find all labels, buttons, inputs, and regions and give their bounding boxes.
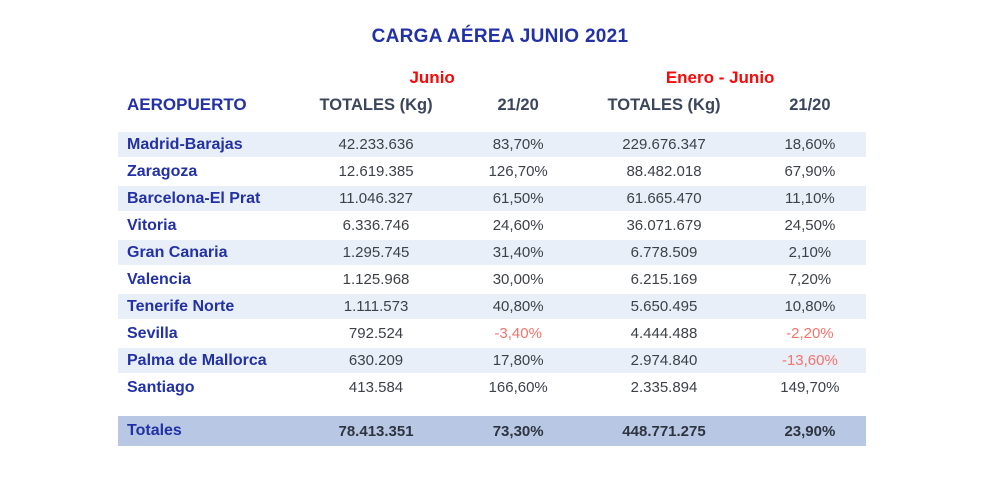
enero-junio-total-value: 4.444.488 bbox=[630, 325, 698, 342]
totals-row bbox=[118, 416, 866, 446]
table-row bbox=[118, 132, 866, 157]
enero-junio-total-value: 88.482.018 bbox=[626, 163, 702, 180]
page-title: CARGA AÉREA JUNIO 2021 bbox=[371, 26, 629, 47]
junio-2120-value: -3,40% bbox=[494, 325, 542, 342]
cargo-table bbox=[118, 64, 866, 448]
enero-junio-2120-value: 149,70% bbox=[780, 379, 840, 396]
enero-junio-2120-value: -2,20% bbox=[786, 325, 834, 342]
totals-enero-2120: 23,90% bbox=[754, 416, 866, 446]
enero-junio-2120-value: 18,60% bbox=[754, 132, 866, 157]
group-header-spacer bbox=[118, 66, 290, 90]
airport-name: Madrid-Barajas bbox=[118, 132, 290, 157]
junio-total-value: 1.111.573 bbox=[290, 294, 462, 319]
enero-junio-2120-value: 11,10% bbox=[754, 186, 866, 211]
group-header-row bbox=[118, 66, 866, 90]
table-row bbox=[118, 375, 866, 400]
enero-junio-total-value: 5.650.495 bbox=[574, 294, 754, 319]
junio-2120-value: 31,40% bbox=[462, 240, 574, 265]
table-header bbox=[118, 66, 866, 118]
totals-junio-2120: 73,30% bbox=[462, 416, 574, 446]
totals-label: Totales bbox=[118, 416, 290, 446]
column-header-enero-2120: 21/20 bbox=[789, 95, 831, 114]
airport-name: Tenerife Norte bbox=[118, 294, 290, 319]
column-header-junio-totales: TOTALES (Kg) bbox=[319, 95, 433, 114]
junio-2120-value: 83,70% bbox=[462, 132, 574, 157]
enero-junio-2120-value: 67,90% bbox=[784, 163, 836, 180]
junio-total-value: 630.209 bbox=[290, 348, 462, 373]
enero-junio-total-value: 2.335.894 bbox=[630, 379, 698, 396]
junio-2120-value: 24,60% bbox=[492, 217, 544, 234]
junio-2120-value: 61,50% bbox=[462, 186, 574, 211]
group-header-junio: Junio bbox=[409, 68, 455, 87]
table-row bbox=[118, 213, 866, 238]
table-row bbox=[118, 186, 866, 211]
junio-2120-value: 30,00% bbox=[492, 271, 544, 288]
table-row bbox=[118, 159, 866, 184]
enero-junio-total-value: 229.676.347 bbox=[574, 132, 754, 157]
airport-name: Sevilla bbox=[127, 324, 178, 342]
airport-name: Zaragoza bbox=[127, 162, 198, 180]
airport-name: Vitoria bbox=[127, 216, 177, 234]
junio-total-value: 12.619.385 bbox=[338, 163, 414, 180]
table-row bbox=[118, 267, 866, 292]
airport-name: Barcelona-El Prat bbox=[118, 186, 290, 211]
table-footer bbox=[118, 402, 866, 446]
junio-total-value: 42.233.636 bbox=[290, 132, 462, 157]
airport-name: Gran Canaria bbox=[118, 240, 290, 265]
table-row bbox=[118, 294, 866, 319]
enero-junio-total-value: 6.778.509 bbox=[574, 240, 754, 265]
junio-total-value: 11.046.327 bbox=[290, 186, 462, 211]
junio-2120-value: 40,80% bbox=[462, 294, 574, 319]
enero-junio-total-value: 6.215.169 bbox=[630, 271, 698, 288]
column-header-row bbox=[118, 92, 866, 118]
table-row bbox=[118, 348, 866, 373]
junio-2120-value: 17,80% bbox=[462, 348, 574, 373]
enero-junio-2120-value: 24,50% bbox=[784, 217, 836, 234]
junio-total-value: 1.295.745 bbox=[290, 240, 462, 265]
junio-total-value: 6.336.746 bbox=[342, 217, 410, 234]
totals-enero-total: 448.771.275 bbox=[574, 416, 754, 446]
airport-name: Valencia bbox=[127, 270, 192, 288]
enero-junio-total-value: 61.665.470 bbox=[574, 186, 754, 211]
enero-junio-2120-value: 2,10% bbox=[754, 240, 866, 265]
table-row bbox=[118, 240, 866, 265]
table-row bbox=[118, 321, 866, 346]
airport-name: Santiago bbox=[127, 378, 195, 396]
column-header-junio-2120: 21/20 bbox=[497, 95, 539, 114]
enero-junio-2120-value: -13,60% bbox=[754, 348, 866, 373]
junio-2120-value: 126,70% bbox=[488, 163, 548, 180]
enero-junio-total-value: 2.974.840 bbox=[574, 348, 754, 373]
junio-total-value: 413.584 bbox=[348, 379, 404, 396]
table-body bbox=[118, 120, 866, 400]
enero-junio-total-value: 36.071.679 bbox=[626, 217, 702, 234]
junio-2120-value: 166,60% bbox=[488, 379, 548, 396]
enero-junio-2120-value: 10,80% bbox=[754, 294, 866, 319]
junio-total-value: 1.125.968 bbox=[342, 271, 410, 288]
group-header-enero-junio: Enero - Junio bbox=[665, 68, 775, 87]
totals-junio-total: 78.413.351 bbox=[290, 416, 462, 446]
column-header-enero-totales: TOTALES (Kg) bbox=[607, 95, 721, 114]
enero-junio-2120-value: 7,20% bbox=[788, 271, 832, 288]
column-header-aeropuerto: AEROPUERTO bbox=[127, 95, 247, 114]
junio-total-value: 792.524 bbox=[348, 325, 404, 342]
airport-name: Palma de Mallorca bbox=[118, 348, 290, 373]
